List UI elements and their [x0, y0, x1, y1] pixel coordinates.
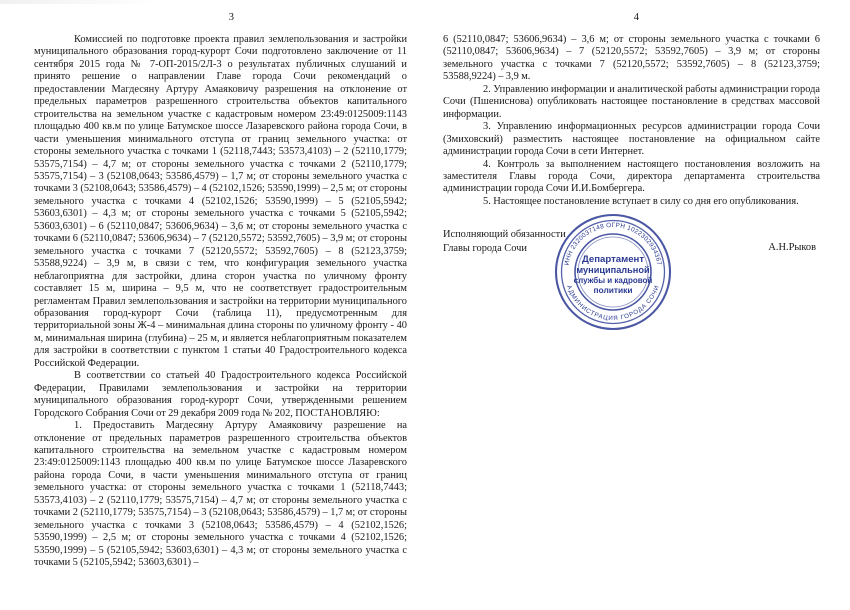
page-number-right: 4	[633, 12, 640, 23]
stamp-inner-line-3: службы и кадровой	[573, 276, 653, 286]
paragraph-body: 3. Управлению информационных ресурсов администрации города Сочи (Змиховский) разместить настоящее постановление на официальном сайте администрации города Сочи в сети Интернет.	[443, 121, 820, 158]
stamp-inner-line-1: Департамент	[581, 254, 645, 266]
paragraph-body: 2. Управлению информации и аналитической работы администрации города Сочи (Пшениснова) опубликовать настоящее постановление в средствах массовой информации.	[443, 83, 820, 120]
document-column-right	[425, 0, 850, 610]
signature-name: А.Н.Рыков	[768, 242, 816, 254]
stamp-outer-text: ИНН 2320037148 ОГРН 1022302934367	[563, 222, 663, 267]
stamp-bottom-text: АДМИНИСТРАЦИЯ ГОРОДА СОЧИ	[565, 284, 661, 323]
paragraph-body: 1. Предоставить Магдесяну Артуру Амаяковичу разрешение на отклонение от предельных параметров разрешенного строительства объектов капитального строительства на земельном участке с кадастровым номером 23:49:0125009:1143 площадью 400 кв.м по улице Батумское шоссе Лазаревского района города Сочи, в части уменьшения минимального отступа от границ земельного участка: от стороны земельного участка с точками 1 (52118,7443; 53573,4103) – 2 (52110,1779; 53575,7154) – 4,7 м; от стороны земельного участка с точками 2 (52110,1779; 53575,7154) – 3 (52108,0643; 53586,4579) – 1,7 м; от стороны земельного участка с точками 3 (52108,0643; 53586,4579) – 4 (52102,1526; 53590,1999) – 2,5 м; от стороны земельного участка с точками 4 (52102,1526; 53590,1999) – 5 (52105,5942; 53603,6301) – 4,3 м; от стороны земельного участка с точками 5 (52105,5942; 53603,6301) –	[34, 420, 407, 569]
paragraph-body: Комиссией по подготовке проекта правил землепользования и застройки муниципального образования город-курорт Сочи подготовлено заключение от 11 сентября 2015 года № 7-ОП-2015/2Л-3 о результатах публичных слушаний и принято решение о направлении Главе города Сочи рекомендаций о предоставлении Магдесяну Артуру Амаяковичу разрешения на отклонение от предельных параметров разрешенного строительства объектов капитального строительства на земельном участке с кадастровым номером 23:49:0125009:1143 площадью 400 кв.м по улице Батумское шоссе Лазаревского района города Сочи, в части уменьшения минимального отступа от границ земельного участка: от стороны земельного участка с точками 1 (52118,7443; 53573,4103) – 2 (52110,1779; 53575,7154) – 4,7 м; от стороны земельного участка с точками 2 (52110,1779; 53575,7154) – 3 (52108,0643; 53586,4579) – 1,7 м; от стороны земельного участка с точками 3 (52108,0643; 53586,4579) – 4 (52102,1526; 53590,1999) – 2,5 м; от стороны земельного участка с точками 4 (52102,1526; 53590,1999) – 5 (52105,5942; 53603,6301) – 4,3 м; от стороны земельного участка с точками 5 (52105,5942; 53603,6301) – 6 (52110,0847; 53606,9634) – 3,6 м; от стороны земельного участка с точками 6 (52110,0847; 53606,9634) – 7 (52120,5572; 53592,7605) – 3,9 м; от стороны земельного участка с точками 7 (52120,5572; 53592,7605) – 8 (52123,3759; 53588,9224) – 3,9 м, в связи с тем, что конфигурация земельного участка неблагоприятна для застройки, длина сторон участка по уличному фронту составляет 15 м, ширина – 9,5 м, что не соответствует градостроительным регламентам Правил землепользования и застройки на территории муниципального образования город-курорт Сочи (таблица 11), предусмотренным для территориальной зоны Ж-4 – минимальная длина стороны по уличному фронту - 40 м, минимальная ширина (глубина) – 25 м, и является неблагоприятным показателем для застройки в соответствии с пунктом 1 статьи 40 Градостроительного кодекса Российской Федерации.	[34, 34, 407, 369]
signature-title-line-2: Главы города Сочи	[443, 242, 527, 254]
paragraph-body: 6 (52110,0847; 53606,9634) – 3,6 м; от стороны земельного участка с точками 6 (52110,0847; 53606,9634) – 7 (52120,5572; 53592,7605) – 3,9 м; от стороны земельного участка с точками 7 (52120,5572; 53592,7605) – 8 (52123,3759; 53588,9224) – 3,9 м.	[443, 34, 820, 83]
signature-block	[443, 222, 820, 323]
stamp-inner-line-4: политики	[593, 285, 633, 296]
paragraph-body: 5. Настоящее постановление вступает в силу со дня его опубликования.	[483, 195, 799, 207]
svg-text:АДМИНИСТРАЦИЯ ГОРОДА СОЧИ	[565, 285, 661, 323]
paragraph-body: В соответствии со статьей 40 Градостроительного кодекса Российской Федерации, Правилами землепользования и застройки на территории муниципального образования город-курорт Сочи, утвержденными решением Городского Собрания Сочи от 29 декабря 2009 года № 202, ПОСТАНОВЛЯЮ:	[34, 370, 407, 419]
signature-title-line-1: Исполняющий обязанности	[443, 229, 566, 241]
stamp-inner-line-2: муниципальной	[576, 265, 650, 276]
paragraph-body: 4. Контроль за выполнением настоящего постановления возложить на заместителя Главы города Сочи, директора департамента строительства администрации города Сочи И.И.Бомбергера.	[443, 158, 820, 195]
stamp-inner-text	[574, 254, 653, 295]
page-number-left: 3	[228, 12, 235, 23]
